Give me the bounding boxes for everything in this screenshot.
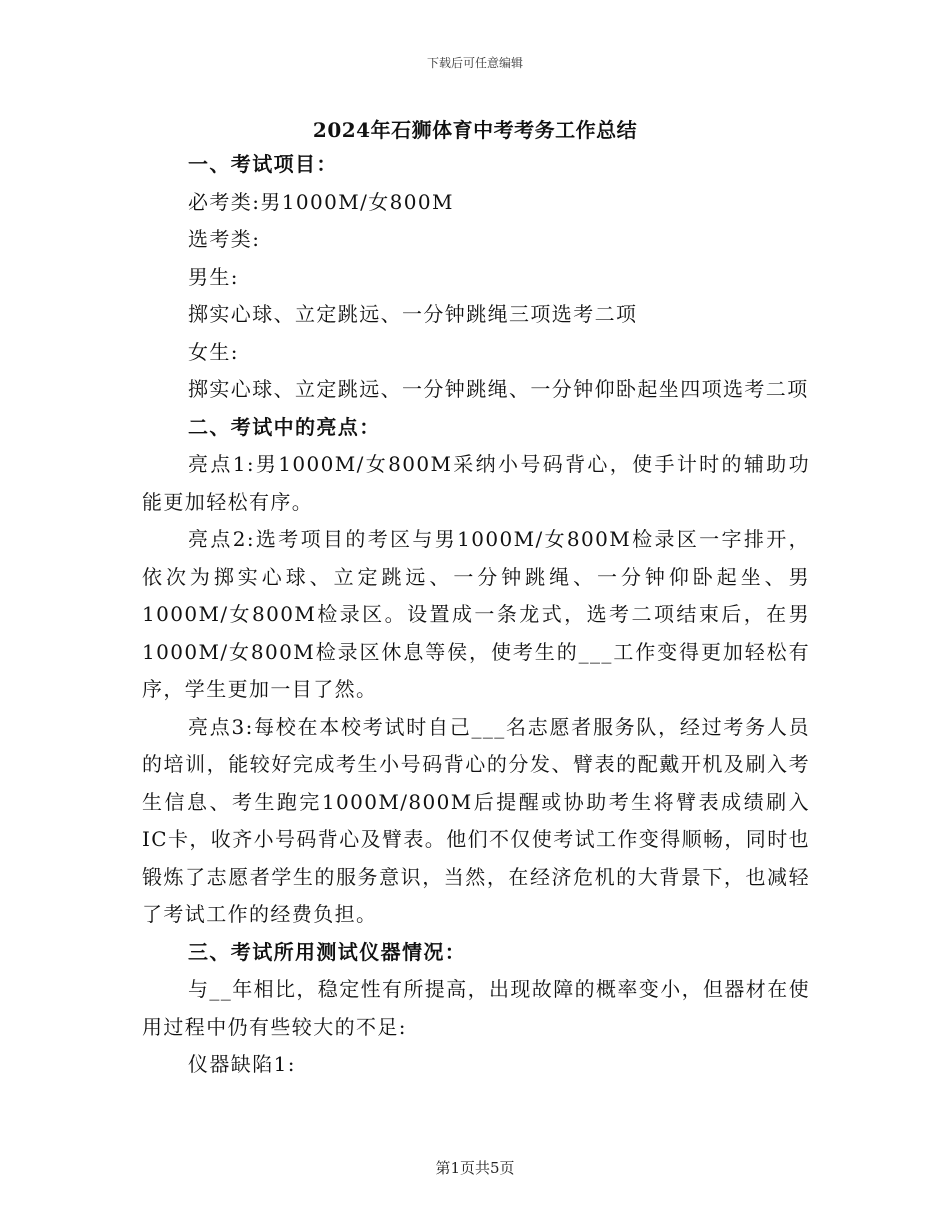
paragraph-girls-items: 掷实心球、立定跳远、一分钟跳绳、一分钟仰卧起坐四项选考二项 [188, 377, 809, 401]
section-heading-instruments: 三、考试所用测试仪器情况： [188, 939, 467, 964]
page-number-footer: 第1页共5页 [435, 1159, 515, 1177]
section-heading-exam-items: 一、考试项目： [188, 152, 338, 176]
paragraph-defect-1: 仪器缺陷1: [188, 1052, 296, 1076]
document-body [142, 146, 810, 1084]
paragraph-highlight-2: 亮点2:选考项目的考区与男1000M/女800M检录区一字排开，依次为掷实心球、立定跳远、一分钟跳绳、一分钟仰卧起坐、男1000M/女800M检录区。设置成一条龙式，选考二项结束后，在男1000M/女800M检录区休息等侯，使考生的___工作变得更加轻松有序，学生更加一目了然。 [142, 527, 810, 701]
page-header-note: 下载后可任意编辑 [426, 56, 523, 70]
paragraph-highlight-1: 亮点1:男1000M/女800M采纳小号码背心，使手计时的辅助功能更加轻松有序。 [142, 452, 810, 514]
section-heading-highlights: 二、考试中的亮点： [188, 414, 381, 439]
paragraph-girls-label: 女生: [188, 339, 239, 364]
paragraph-optional: 选考类: [188, 227, 261, 251]
paragraph-required: 必考类:男1000M/女800M [188, 189, 454, 214]
paragraph-boys-items: 掷实心球、立定跳远、一分钟跳绳三项选考二项 [188, 302, 638, 326]
paragraph-boys-label: 男生: [188, 264, 239, 289]
document-title: 2024年石狮体育中考考务工作总结 [312, 118, 638, 142]
paragraph-instruments-intro: 与__年相比，稳定性有所提高，出现故障的概率变小，但器材在使用过程中仍有些较大的不足: [142, 977, 810, 1039]
paragraph-highlight-3: 亮点3:每校在本校考试时自己___名志愿者服务队，经过考务人员的培训，能较好完成考生小号码背心的分发、臂表的配戴开机及刷入考生信息、考生跑完1000M/800M后提醒或协助考生将臂表成绩刷入IC卡，收齐小号码背心及臂表。他们不仅使考试工作变得顺畅，同时也锻炼了志愿者学生的服务意识，当然，在经济危机的大背景下，也减轻了考试工作的经费负担。 [142, 714, 811, 926]
